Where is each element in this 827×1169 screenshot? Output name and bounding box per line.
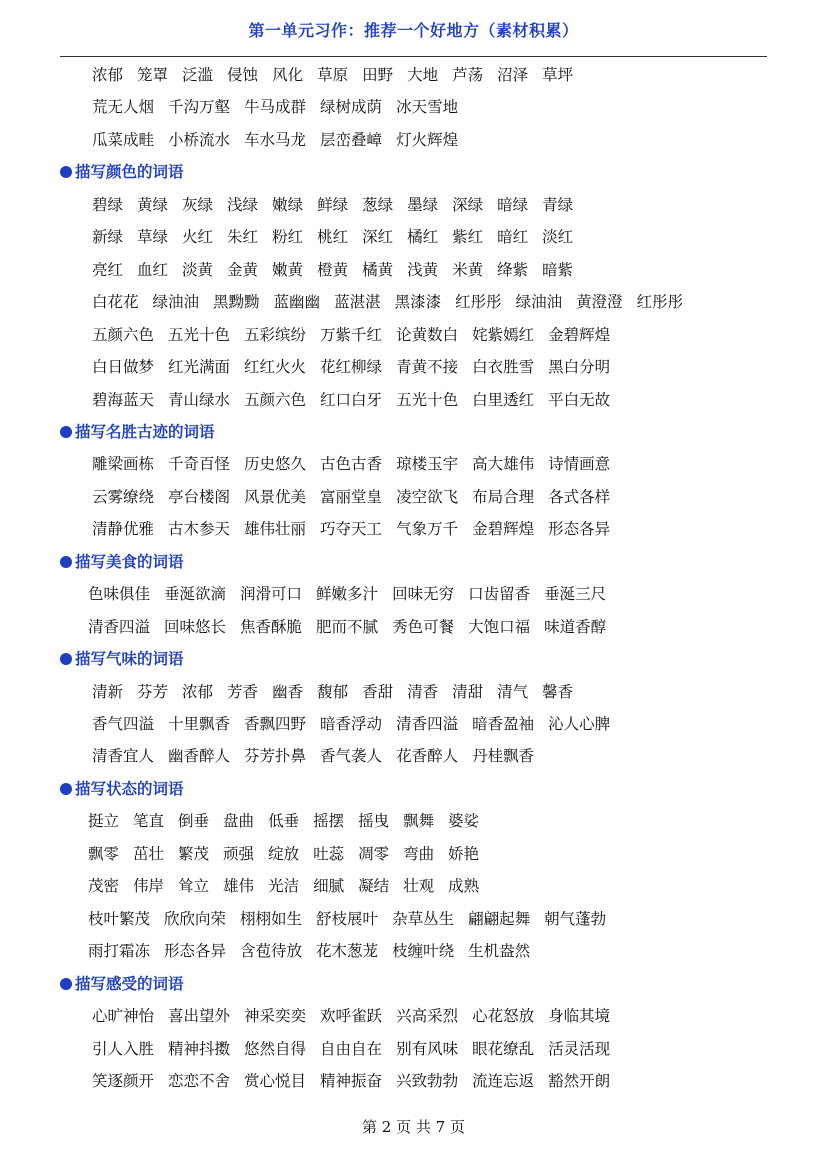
word-item: 千沟万壑 — [168, 98, 231, 117]
section-title: 描写颜色的词语 — [75, 163, 184, 182]
word-item: 青黄不接 — [396, 358, 459, 377]
word-item: 金碧辉煌 — [548, 325, 611, 344]
word-item: 翩翩起舞 — [468, 909, 531, 928]
word-item: 五颜六色 — [244, 390, 307, 409]
word-item: 细腻 — [313, 877, 345, 896]
word-item: 沼泽 — [497, 66, 529, 84]
word-item: 血红 — [137, 260, 169, 279]
word-item: 耸立 — [178, 877, 210, 896]
word-item: 馨香 — [542, 682, 574, 701]
word-item: 摇曳 — [358, 812, 390, 831]
word-item: 绿树成荫 — [320, 98, 383, 117]
word-item: 清气 — [497, 682, 529, 701]
word-item: 欢呼雀跃 — [320, 1007, 383, 1026]
word-item: 牛马成群 — [244, 98, 307, 117]
word-item: 葱绿 — [362, 195, 394, 214]
word-item: 碧海蓝天 — [92, 390, 155, 409]
word-item: 粉红 — [272, 228, 304, 247]
word-item: 摇摆 — [313, 812, 345, 831]
word-item: 含苞待放 — [240, 942, 303, 961]
word-item: 秀色可餐 — [392, 617, 455, 636]
word-line — [92, 1065, 624, 1097]
word-item: 笑逐颜开 — [92, 1071, 155, 1090]
word-item: 淡黄 — [182, 260, 214, 279]
word-item: 红彤彤 — [636, 293, 684, 312]
word-item: 高大雄伟 — [472, 455, 535, 474]
page-number: 第 2 页 共 7 页 — [362, 1118, 465, 1136]
word-item: 飘零 — [88, 844, 120, 863]
word-item: 五彩缤纷 — [244, 325, 307, 344]
word-item: 浅绿 — [227, 195, 259, 214]
word-item: 新绿 — [92, 228, 124, 247]
word-item: 清香四溢 — [396, 715, 459, 733]
word-item: 形态各异 — [164, 942, 227, 961]
word-item: 浓郁 — [92, 66, 124, 84]
word-item: 古色古香 — [320, 455, 383, 474]
word-item: 娇艳 — [448, 844, 480, 863]
word-item: 清静优雅 — [92, 520, 155, 539]
section-heading — [60, 546, 184, 578]
word-item: 神采奕奕 — [244, 1007, 307, 1026]
word-item: 悠然自得 — [244, 1039, 307, 1058]
word-item: 眼花缭乱 — [472, 1039, 535, 1058]
word-item: 形态各异 — [548, 520, 611, 539]
word-line — [88, 903, 620, 935]
word-line — [92, 221, 587, 253]
word-item: 绽放 — [268, 844, 300, 863]
word-item: 橘红 — [407, 228, 439, 247]
word-item: 暗紫 — [542, 260, 574, 279]
bullet-dot-icon — [60, 556, 72, 568]
word-line — [88, 578, 620, 610]
word-item: 淡红 — [542, 228, 574, 247]
word-item: 白花花 — [92, 293, 139, 312]
word-item: 蓝幽幽 — [273, 293, 321, 312]
word-item: 芬芳 — [137, 682, 169, 701]
word-item: 香气袭人 — [320, 747, 383, 766]
word-item: 大地 — [407, 66, 439, 84]
word-item: 嫩黄 — [272, 260, 304, 279]
word-item: 黄澄澄 — [576, 293, 623, 312]
word-item: 喜出望外 — [168, 1007, 231, 1026]
word-item: 壮观 — [403, 877, 435, 896]
word-item: 雕梁画栋 — [92, 455, 155, 474]
word-item: 灯火辉煌 — [396, 130, 459, 149]
word-line — [92, 740, 548, 772]
word-item: 挺立 — [88, 812, 120, 831]
word-item: 杂草丛生 — [392, 909, 455, 928]
word-item: 巧夺天工 — [320, 520, 383, 539]
word-item: 顽强 — [223, 844, 255, 863]
word-item: 香飘四野 — [244, 715, 307, 733]
word-item: 芬芳扑鼻 — [244, 747, 307, 766]
word-item: 布局合理 — [472, 487, 535, 506]
word-item: 精神振奋 — [320, 1071, 383, 1090]
word-item: 飘舞 — [403, 812, 435, 831]
word-item: 红彤彤 — [455, 293, 502, 312]
section-heading — [60, 156, 184, 188]
word-item: 墨绿 — [407, 195, 439, 214]
word-item: 万紫千红 — [320, 325, 383, 344]
word-item: 兴致勃勃 — [396, 1071, 459, 1090]
word-item: 花红柳绿 — [320, 358, 383, 377]
word-item: 繁茂 — [178, 844, 210, 863]
word-item: 盘曲 — [223, 812, 255, 831]
word-item: 青山绿水 — [168, 390, 231, 409]
word-item: 黑黝黝 — [213, 293, 260, 312]
word-item: 泛滥 — [182, 66, 214, 84]
word-item: 恋恋不舍 — [168, 1071, 231, 1090]
word-item: 紫红 — [452, 228, 484, 247]
word-line — [92, 124, 472, 156]
word-item: 姹紫嫣红 — [472, 325, 535, 344]
word-item: 香甜 — [362, 682, 394, 701]
word-item: 富丽堂皇 — [320, 487, 383, 506]
word-line — [88, 870, 493, 902]
word-item: 幽香 — [272, 682, 304, 701]
word-item: 红光满面 — [168, 358, 231, 377]
word-item: 白衣胜雪 — [472, 358, 535, 377]
word-line — [88, 935, 544, 967]
word-item: 垂涎三尺 — [544, 585, 607, 604]
word-item: 深绿 — [452, 195, 484, 214]
word-item: 凋零 — [358, 844, 390, 863]
word-item: 诗情画意 — [548, 455, 611, 474]
word-item: 沁人心脾 — [548, 715, 611, 733]
word-item: 暗绿 — [497, 195, 529, 214]
word-item: 清甜 — [452, 682, 484, 701]
word-item: 自由自在 — [320, 1039, 383, 1058]
word-item: 花香醉人 — [396, 747, 459, 766]
word-item: 丹桂飘香 — [472, 747, 535, 766]
word-item: 千奇百怪 — [168, 455, 231, 474]
word-item: 琼楼玉宇 — [396, 455, 459, 474]
word-item: 兴高采烈 — [396, 1007, 459, 1026]
word-item: 灰绿 — [182, 195, 214, 214]
word-item: 暗香盈袖 — [472, 715, 535, 733]
word-line — [88, 838, 493, 870]
word-item: 味道香醇 — [544, 617, 607, 636]
word-item: 嫩绿 — [272, 195, 304, 214]
word-item: 暗红 — [497, 228, 529, 247]
word-item: 碧绿 — [92, 195, 124, 214]
word-item: 层峦叠嶂 — [320, 130, 383, 149]
word-item: 回味无穷 — [392, 585, 455, 604]
word-item: 亭台楼阁 — [168, 487, 231, 506]
word-item: 豁然开朗 — [548, 1071, 611, 1090]
word-item: 浅黄 — [407, 260, 439, 279]
word-item: 清香宜人 — [92, 747, 155, 766]
bullet-dot-icon — [60, 653, 72, 665]
word-item: 草绿 — [137, 228, 169, 247]
word-item: 清新 — [92, 682, 124, 701]
word-item: 金碧辉煌 — [472, 520, 535, 539]
word-item: 笔直 — [133, 812, 165, 831]
word-item: 白里透红 — [472, 390, 535, 409]
word-item: 橙黄 — [317, 260, 349, 279]
word-item: 红口白牙 — [320, 390, 383, 409]
section-title: 描写名胜古迹的词语 — [75, 422, 215, 441]
word-item: 青绿 — [542, 195, 574, 214]
word-item: 茂密 — [88, 877, 120, 896]
word-item: 吐蕊 — [313, 844, 345, 863]
word-item: 红红火火 — [244, 358, 307, 377]
word-line — [92, 59, 587, 91]
word-item: 凝结 — [358, 877, 390, 896]
word-item: 口齿留香 — [468, 585, 531, 604]
word-line — [88, 805, 493, 837]
word-line — [92, 708, 624, 740]
word-item: 五光十色 — [396, 390, 459, 409]
word-item: 暗香浮动 — [320, 715, 383, 733]
word-item: 馥郁 — [317, 682, 349, 701]
bullet-dot-icon — [60, 426, 72, 438]
word-item: 桃红 — [317, 228, 349, 247]
word-item: 绿油油 — [515, 293, 563, 312]
word-item: 气象万千 — [396, 520, 459, 539]
word-item: 十里飘香 — [168, 715, 231, 733]
word-item: 历史悠久 — [244, 455, 307, 474]
word-item: 米黄 — [452, 260, 484, 279]
word-item: 雄伟壮丽 — [244, 520, 307, 539]
word-item: 雄伟 — [223, 877, 255, 896]
section-title: 描写美食的词语 — [75, 552, 184, 571]
word-line — [92, 254, 587, 286]
word-item: 笼罩 — [137, 66, 169, 84]
word-item: 伟岸 — [133, 877, 165, 896]
word-item: 肥而不腻 — [316, 617, 379, 636]
bullet-dot-icon — [60, 978, 72, 990]
word-item: 金黄 — [227, 260, 259, 279]
section-heading — [60, 968, 184, 1000]
word-item: 赏心悦目 — [244, 1071, 307, 1090]
word-item: 低垂 — [268, 812, 300, 831]
section-title: 描写气味的词语 — [75, 650, 184, 669]
word-item: 栩栩如生 — [240, 909, 303, 928]
word-item: 草坪 — [542, 66, 574, 84]
word-item: 绿油油 — [152, 293, 200, 312]
word-item: 云雾缭绕 — [92, 487, 155, 506]
word-item: 鲜嫩多汁 — [316, 585, 379, 604]
word-item: 流连忘返 — [472, 1071, 535, 1090]
word-line — [92, 1033, 624, 1065]
word-item: 深红 — [362, 228, 394, 247]
word-item: 平白无故 — [548, 390, 611, 409]
word-item: 五光十色 — [168, 325, 231, 344]
word-item: 亮红 — [92, 260, 124, 279]
word-item: 光洁 — [268, 877, 300, 896]
word-item: 枝叶繁茂 — [88, 909, 151, 928]
word-item: 朝气蓬勃 — [544, 909, 607, 928]
word-item: 生机盎然 — [468, 942, 531, 961]
word-item: 各式各样 — [548, 487, 611, 506]
section-title: 描写感受的词语 — [75, 974, 184, 993]
word-item: 欣欣向荣 — [164, 909, 227, 928]
header-divider — [60, 56, 767, 57]
word-item: 冰天雪地 — [396, 98, 459, 117]
word-item: 五颜六色 — [92, 325, 155, 344]
word-line — [92, 384, 624, 416]
word-item: 黑白分明 — [548, 358, 611, 377]
word-item: 草原 — [317, 66, 349, 84]
word-item: 车水马龙 — [244, 130, 307, 149]
word-item: 黑漆漆 — [394, 293, 442, 312]
section-heading — [60, 643, 184, 675]
word-line — [88, 611, 620, 643]
word-line — [92, 189, 587, 221]
word-line — [92, 1000, 624, 1032]
word-item: 成熟 — [448, 877, 480, 896]
word-line — [92, 286, 697, 318]
word-item: 荒无人烟 — [92, 98, 155, 117]
word-item: 小桥流水 — [168, 130, 231, 149]
word-item: 绛紫 — [497, 260, 529, 279]
word-item: 茁壮 — [133, 844, 165, 863]
word-item: 田野 — [362, 66, 394, 84]
word-item: 焦香酥脆 — [240, 617, 303, 636]
word-item: 弯曲 — [403, 844, 435, 863]
word-item: 浓郁 — [182, 682, 214, 701]
word-item: 引人入胜 — [92, 1039, 155, 1058]
section-heading — [60, 773, 184, 805]
word-item: 身临其境 — [548, 1007, 611, 1026]
word-item: 瓜菜成畦 — [92, 130, 155, 149]
word-item: 别有风味 — [396, 1039, 459, 1058]
bullet-dot-icon — [60, 783, 72, 795]
word-item: 黄绿 — [137, 195, 169, 214]
word-item: 倒垂 — [178, 812, 210, 831]
word-item: 幽香醉人 — [168, 747, 231, 766]
word-item: 芦荡 — [452, 66, 484, 84]
word-item: 侵蚀 — [227, 66, 259, 84]
word-line — [92, 481, 624, 513]
word-item: 花木葱茏 — [316, 942, 379, 961]
word-item: 枝缠叶绕 — [392, 942, 455, 961]
word-item: 风化 — [272, 66, 304, 84]
word-item: 橘黄 — [362, 260, 394, 279]
word-item: 古木参天 — [168, 520, 231, 539]
word-item: 蓝湛湛 — [334, 293, 381, 312]
page-header-title: 第一单元习作：推荐一个好地方（素材积累） — [248, 21, 579, 40]
bullet-dot-icon — [60, 166, 72, 178]
word-item: 精神抖擞 — [168, 1039, 231, 1058]
word-item: 火红 — [182, 228, 214, 247]
word-line — [92, 448, 624, 480]
word-item: 论黄数白 — [396, 325, 459, 344]
word-item: 回味悠长 — [164, 617, 227, 636]
word-item: 风景优美 — [244, 487, 307, 506]
word-item: 心花怒放 — [472, 1007, 535, 1026]
word-item: 婆娑 — [448, 812, 480, 831]
word-line — [92, 676, 587, 708]
word-item: 垂涎欲滴 — [164, 585, 227, 604]
word-item: 鲜绿 — [317, 195, 349, 214]
word-line — [92, 91, 472, 123]
word-item: 清香 — [407, 682, 439, 701]
word-item: 润滑可口 — [240, 585, 303, 604]
word-item: 朱红 — [227, 228, 259, 247]
word-item: 芳香 — [227, 682, 259, 701]
word-line — [92, 513, 624, 545]
word-item: 凌空欲飞 — [396, 487, 459, 506]
word-item: 舒枝展叶 — [316, 909, 379, 928]
word-item: 白日做梦 — [92, 358, 155, 377]
word-item: 雨打霜冻 — [88, 942, 151, 961]
word-item: 大饱口福 — [468, 617, 531, 636]
word-line — [92, 319, 624, 351]
word-item: 色味俱佳 — [88, 585, 151, 604]
word-line — [92, 351, 624, 383]
word-item: 香气四溢 — [92, 715, 155, 733]
word-item: 活灵活现 — [548, 1039, 611, 1058]
word-item: 清香四溢 — [88, 617, 151, 636]
section-heading — [60, 416, 215, 448]
section-title: 描写状态的词语 — [75, 779, 184, 798]
word-item: 心旷神怡 — [92, 1007, 155, 1026]
